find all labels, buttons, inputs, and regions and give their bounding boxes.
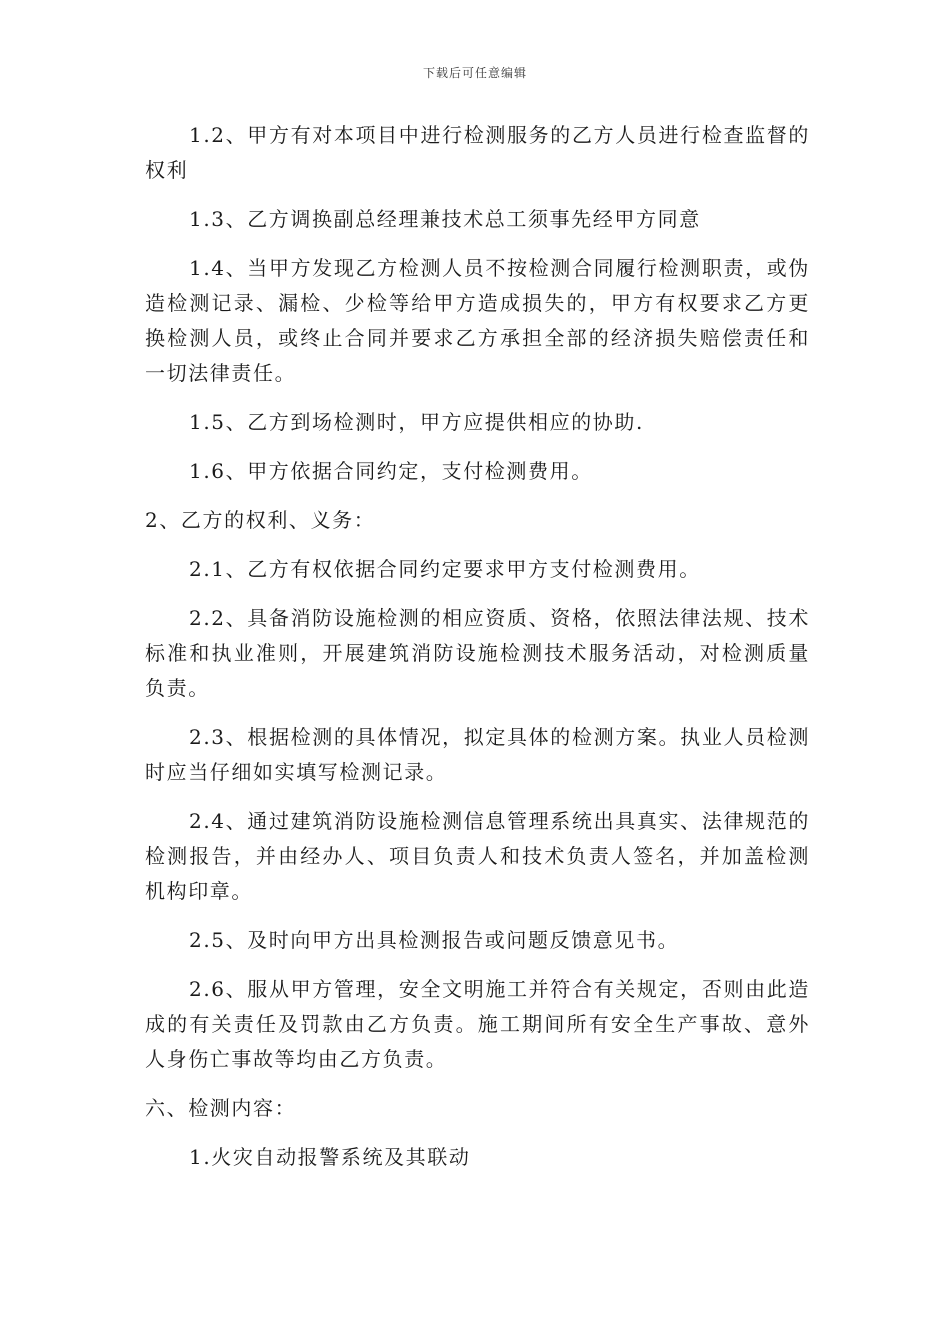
paragraph-2-6: 2.6、服从甲方管理，安全文明施工并符合有关规定，否则由此造成的有关责任及罚款由乙方负责。施工期间所有安全生产事故、意外人身伤亡事故等均由乙方负责。 [145,977,810,1071]
paragraph-1-6: 1.6、甲方依据合同约定，支付检测费用。 [189,459,593,483]
paragraph-2-5: 2.5、及时向甲方出具检测报告或问题反馈意见书。 [189,928,680,952]
paragraph-2-3: 2.3、根据检测的具体情况，拟定具体的检测方案。执业人员检测时应当仔细如实填写检测记录。 [145,725,810,784]
page-header-note: 下载后可任意编辑 [422,66,527,80]
paragraph-2-1: 2.1、乙方有权依据合同约定要求甲方支付检测费用。 [189,557,701,581]
paragraph-2-4: 2.4、通过建筑消防设施检测信息管理系统出具真实、法律规范的检测报告，并由经办人、项目负责人和技术负责人签名，并加盖检测机构印章。 [145,809,810,903]
section-heading-6: 六、检测内容： [145,1096,297,1120]
paragraph-1-4: 1.4、当甲方发现乙方检测人员不按检测合同履行检测职责，或伪造检测记录、漏检、少检等给甲方造成损失的，甲方有权要求乙方更换检测人员，或终止合同并要求乙方承担全部的经济损失赔偿责任和一切法律责任。 [145,256,810,385]
section-heading-2: 2、乙方的权利、义务： [145,508,376,532]
document-body [145,118,810,1189]
paragraph-1-3: 1.3、乙方调换副总经理兼技术总工须事先经甲方同意 [189,207,701,231]
paragraph-2-2: 2.2、具备消防设施检测的相应资质、资格，依照法律法规、技术标准和执业准则，开展建筑消防设施检测技术服务活动，对检测质量负责。 [145,606,810,700]
paragraph-1-2: 1.2、甲方有对本项目中进行检测服务的乙方人员进行检查监督的权利 [145,123,810,182]
paragraph-1-5: 1.5、乙方到场检测时，甲方应提供相应的协助. [189,410,644,434]
paragraph-6-1: 1.火灾自动报警系统及其联动 [189,1145,471,1169]
